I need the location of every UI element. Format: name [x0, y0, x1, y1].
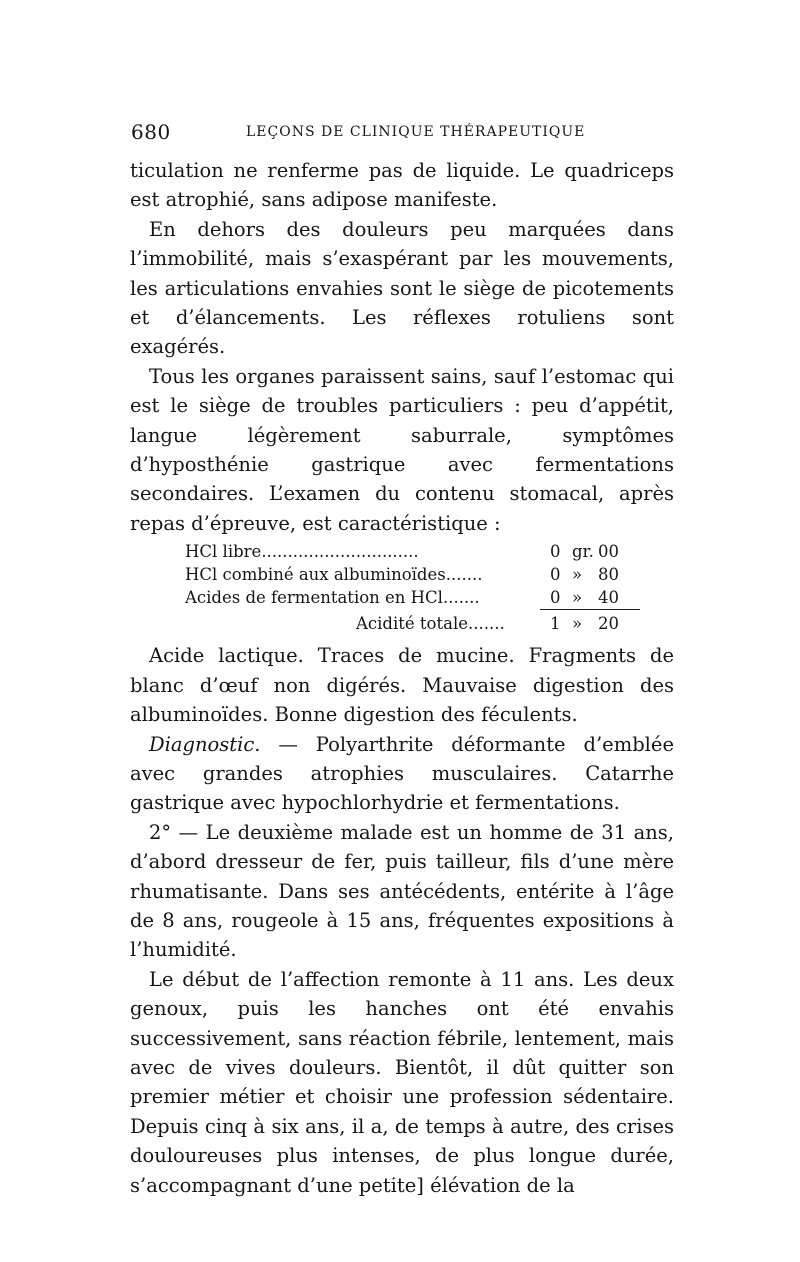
analysis-row: [130, 563, 674, 586]
paragraph-4: Acide lactique. Traces de mucine. Fragments de blanc d’œuf non digérés. Mauvaise digestion des albuminoïdes. Bonne digestion des féculents.: [130, 644, 674, 727]
diagnostic-text: — Polyarthrite déformante d’emblée avec grandes atrophies musculaires. Catarrhe gastrique avec hypochlorhydrie et fermentations.: [130, 732, 674, 815]
analysis-total-unit: »: [572, 614, 583, 634]
paragraph-1: ticulation ne renferme pas de liquide. Le quadriceps est atrophié, sans adipose manifeste.: [130, 159, 674, 212]
analysis-row-decimal: 80: [598, 565, 619, 585]
page-number: 680: [131, 120, 171, 144]
analysis-row-value: 0: [550, 588, 561, 608]
analysis-row-unit: gr.: [572, 542, 594, 562]
diagnostic-label: Diagnostic.: [149, 732, 261, 756]
analysis-total-value: 1: [550, 614, 561, 634]
running-header: [131, 120, 671, 146]
analysis-total-row: [130, 609, 674, 637]
paragraph-3: Tous les organes paraissent sains, sauf l’estomac qui est le siège de troubles particuliers : peu d’appétit, langue légèrement saburrale, symptômes d’hyposthénie gastrique avec fermentations secondaires. L’examen du contenu stomacal, après repas d’épreuve, est caractéristique :: [130, 364, 674, 535]
analysis-total-decimal: 20: [598, 614, 619, 634]
analysis-row-label: HCl combiné aux albuminoïdes.......: [185, 565, 483, 585]
paragraph-6: 2° — Le deuxième malade est un homme de 31 ans, d’abord dresseur de fer, puis tailleur, fils d’une mère rhumatisante. Dans ses antécédents, entérite à l’âge de 8 ans, rougeole à 15 ans, fréquentes expositions à l’humidité.: [130, 820, 674, 962]
analysis-row-value: 0: [550, 565, 561, 585]
page-body: [130, 156, 674, 1200]
analysis-row-value: 0: [550, 542, 561, 562]
analysis-row-decimal: 00: [598, 542, 619, 562]
analysis-row-label: HCl libre..............................: [185, 542, 419, 562]
paragraph-2: En dehors des douleurs peu marquées dans l’immobilité, mais s’exaspérant par les mouvements, les articulations envahies sont le siège de picotements et d’élancements. Les réflexes rotuliens sont exagérés.: [130, 217, 674, 359]
analysis-row-unit: »: [572, 588, 583, 608]
analysis-total-label: Acidité totale.......: [356, 614, 505, 634]
paragraph-7: Le début de l’affection remonte à 11 ans. Les deux genoux, puis les hanches ont été envahis successivement, sans réaction fébrile, lentement, mais avec de vives douleurs. Bientôt, il dût quitter son premier métier et choisir une profession sédentaire. Depuis cinq à six ans, il a, de temps à autre, des crises douloureuses plus intenses, de plus longue durée, s’accompagnant d’une petite] élévation de la: [130, 967, 674, 1197]
sum-rule: [540, 609, 640, 610]
running-title: LEÇONS DE CLINIQUE THÉRAPEUTIQUE: [246, 124, 586, 140]
paragraph-diagnostic: [130, 730, 674, 818]
analysis-row-decimal: 40: [598, 588, 619, 608]
analysis-row-unit: »: [572, 565, 583, 585]
gastric-analysis-table: [130, 540, 674, 637]
analysis-row-label: Acides de fermentation en HCl.......: [185, 588, 480, 608]
analysis-row: [130, 586, 674, 609]
analysis-row: [130, 540, 674, 563]
